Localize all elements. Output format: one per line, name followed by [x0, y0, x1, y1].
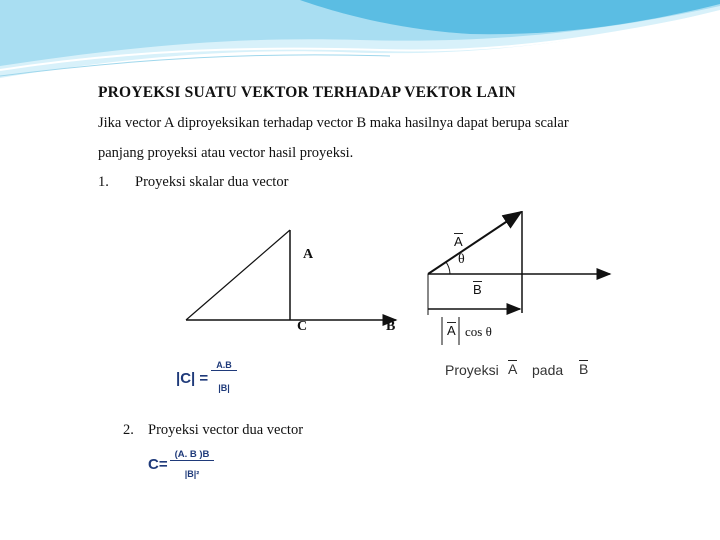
- scalar-projection-diagram: [170, 220, 410, 340]
- caption-proyeksi: Proyeksi: [445, 362, 499, 378]
- formula-2-denominator: |B|²: [184, 469, 200, 479]
- item-1-heading: Proyeksi skalar dua vector: [135, 174, 289, 190]
- caption-vector-a: A: [508, 361, 518, 377]
- right-label-b: B: [473, 282, 482, 297]
- projection-cos-theta: cos θ: [465, 324, 492, 339]
- theta-label: θ: [458, 252, 465, 267]
- formula-1-lhs: |C| =: [176, 370, 209, 387]
- caption-vector-b: B: [579, 361, 589, 377]
- angle-arc: [446, 262, 450, 274]
- projection-abs-a: A: [447, 323, 456, 338]
- left-label-b: B: [386, 319, 396, 334]
- formula-2-numerator: (A. B )B: [170, 449, 214, 461]
- item-2-heading: Proyeksi vector dua vector: [148, 422, 304, 438]
- left-label-a: A: [303, 247, 314, 262]
- intro-text-line-1: Jika vector A diproyeksikan terhadap vector B maka hasilnya dapat berupa scalar: [98, 115, 569, 131]
- vector-a-line: [186, 230, 290, 320]
- vector-a-arrow: [428, 212, 521, 274]
- caption-pada: pada: [532, 362, 564, 378]
- intro-text-line-2: panjang proyeksi atau vector hasil proyeksi.: [98, 145, 354, 161]
- item-2-number: 2.: [123, 422, 134, 438]
- formula-1-denominator: |B|: [218, 383, 230, 393]
- item-1-number: 1.: [98, 174, 109, 190]
- left-label-c: C: [297, 319, 308, 334]
- formula-1-numerator: A.B: [211, 360, 237, 371]
- right-label-a: A: [454, 234, 463, 249]
- formula-2-lhs: C=: [148, 456, 168, 473]
- slide-title: PROYEKSI SUATU VEKTOR TERHADAP VEKTOR LAIN: [98, 84, 516, 101]
